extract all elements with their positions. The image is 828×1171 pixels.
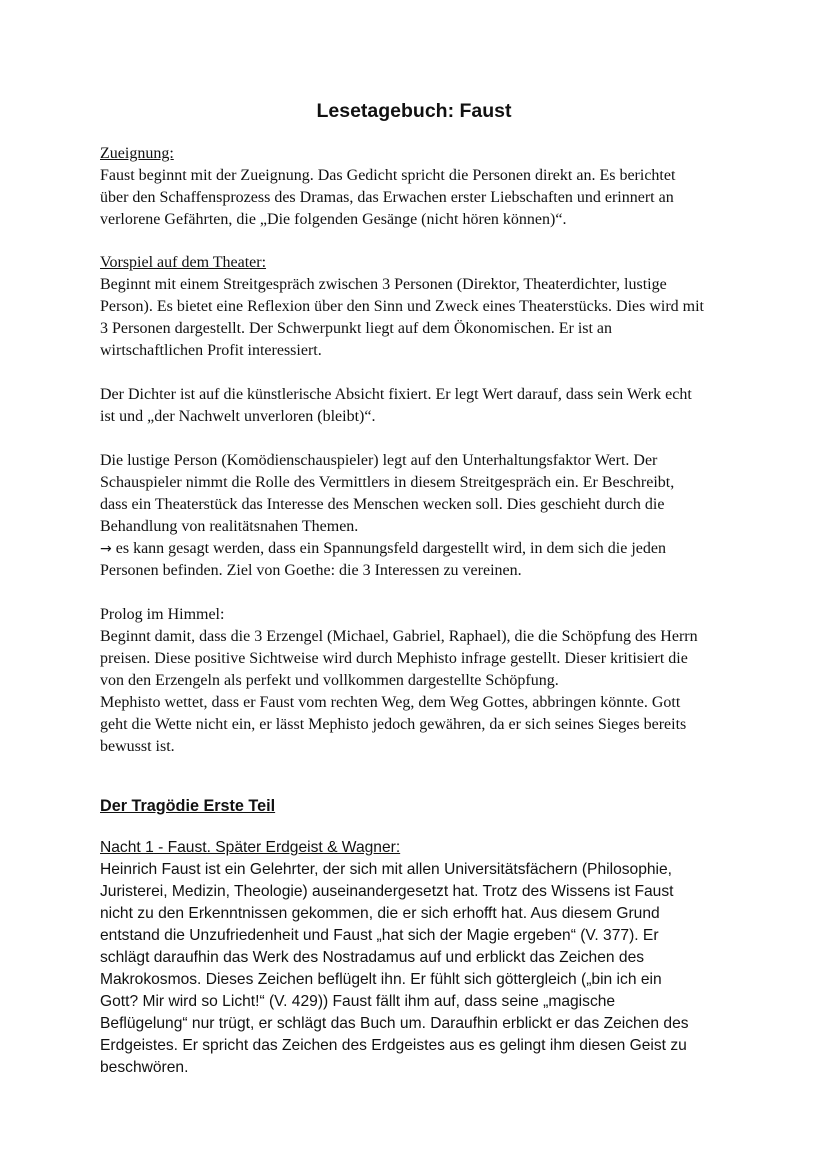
- paragraph-dichter: [100, 384, 740, 428]
- text-line: Heinrich Faust ist ein Gelehrter, der sich mit allen Universitätsfächern (Philosophie,: [100, 861, 673, 878]
- section-heading-nacht1: Nacht 1 - Faust. Später Erdgeist & Wagner:: [100, 839, 401, 856]
- text-line: geht die Wette nicht ein, er lässt Mephisto jedoch gewähren, da er sich seines Sieges bereits: [100, 716, 687, 733]
- text-line: Beginnt mit einem Streitgespräch zwischen 3 Personen (Direktor, Theaterdichter, lustige: [100, 276, 667, 293]
- text-line: ist und „der Nachwelt unverloren (bleibt)“.: [100, 408, 376, 425]
- text-line: Mephisto wettet, dass er Faust vom rechten Weg, dem Weg Gottes, abbringen könnte. Gott: [100, 694, 681, 711]
- text-line: Gott? Mir wird so Licht!“ (V. 429)) Faust fällt ihm auf, dass seine „magische: [100, 993, 616, 1010]
- document-title: Lesetagebuch: Faust: [316, 100, 512, 122]
- section-nacht1: [100, 837, 740, 1079]
- text-line: wirtschaftlichen Profit interessiert.: [100, 342, 322, 359]
- text-line: nicht zu den Erkenntnissen gekommen, die er sich erhofft hat. Aus diesem Grund: [100, 905, 660, 922]
- section-vorspiel: [100, 252, 740, 362]
- text-line: Person). Es bietet eine Reflexion über den Sinn und Zweck eines Theaterstücks. Dies wird mit: [100, 298, 704, 315]
- text-line: preisen. Diese positive Sichtweise wird durch Mephisto infrage gestellt. Dieser kritisiert die: [100, 650, 688, 667]
- text-line: 3 Personen dargestellt. Der Schwerpunkt liegt auf dem Ökonomischen. Er ist an: [100, 320, 613, 337]
- text-line: entstand die Unzufriedenheit und Faust „hat sich der Magie ergeben“ (V. 377). Er: [100, 927, 659, 944]
- text-line: verlorene Gefährten, die „Die folgenden Gesänge (nicht hören können)“.: [100, 211, 567, 228]
- text-line: Beginnt damit, dass die 3 Erzengel (Michael, Gabriel, Raphael), die die Schöpfung des Herrn: [100, 628, 698, 645]
- paragraph-lustige-person: [100, 450, 740, 582]
- arrow-line-text: es kann gesagt werden, dass ein Spannungsfeld dargestellt wird, in dem sich die jeden: [111, 540, 666, 557]
- section-prolog: [100, 604, 740, 758]
- text-line: von den Erzengeln als perfekt und vollkommen dargestellte Schöpfung.: [100, 672, 559, 689]
- text-line: Der Dichter ist auf die künstlerische Absicht fixiert. Er legt Wert darauf, dass sein Werk echt: [100, 386, 692, 403]
- text-line: Juristerei, Medizin, Theologie) auseinandergesetzt hat. Trotz des Wissens ist Faust: [100, 883, 674, 900]
- text-line: Erdgeistes. Er spricht das Zeichen des Erdgeistes aus es gelingt ihm diesen Geist zu: [100, 1037, 687, 1054]
- text-line-arrow: [100, 538, 740, 560]
- text-line: Makrokosmos. Dieses Zeichen beflügelt ihn. Er fühlt sich göttergleich („bin ich ein: [100, 971, 662, 988]
- text-line: Die lustige Person (Komödienschauspieler) legt auf den Unterhaltungsfaktor Wert. Der: [100, 452, 658, 469]
- section-heading-prolog: Prolog im Himmel:: [100, 606, 225, 623]
- text-line: beschwören.: [100, 1059, 189, 1076]
- text-line: Beflügelung“ nur trügt, er schlägt das Buch um. Daraufhin erblickt er das Zeichen des: [100, 1015, 689, 1032]
- section-heading-teil1: Der Tragödie Erste Teil: [100, 797, 276, 815]
- section-zueignung: [100, 143, 740, 231]
- text-line: über den Schaffensprozess des Dramas, das Erwachen erster Liebschaften und erinnert an: [100, 189, 674, 206]
- text-line: Schauspieler nimmt die Rolle des Vermittlers in diesem Streitgespräch ein. Er Beschreibt,: [100, 474, 675, 491]
- text-line: Personen befinden. Ziel von Goethe: die 3 Interessen zu vereinen.: [100, 562, 522, 579]
- section-heading-vorspiel: Vorspiel auf dem Theater:: [100, 254, 267, 271]
- text-line: Faust beginnt mit der Zueignung. Das Gedicht spricht die Personen direkt an. Es berichtet: [100, 167, 676, 184]
- section-heading-zueignung: Zueignung:: [100, 145, 174, 162]
- text-line: dass ein Theaterstück das Interesse des Menschen wecken soll. Dies geschieht durch die: [100, 496, 665, 513]
- text-line: bewusst ist.: [100, 738, 175, 755]
- text-line: Behandlung von realitätsnahen Themen.: [100, 518, 359, 535]
- arrow-right-icon: →: [100, 541, 112, 557]
- text-line: schlägt daraufhin das Werk des Nostradamus auf und erblickt das Zeichen des: [100, 949, 645, 966]
